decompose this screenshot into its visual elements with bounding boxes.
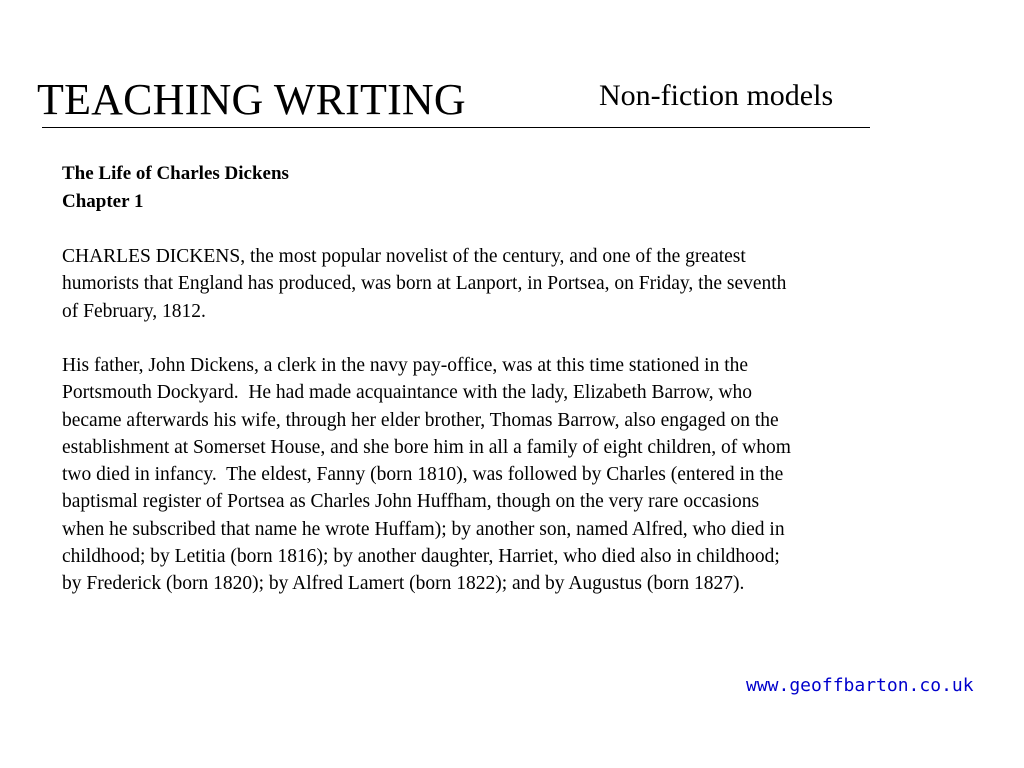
slide-subtitle: Non-fiction models bbox=[599, 79, 834, 112]
paragraph-line: by Frederick (born 1820); by Alfred Lamert (born 1822); and by Augustus (born 1827). bbox=[62, 573, 745, 595]
title-divider bbox=[42, 127, 870, 128]
paragraph-line: when he subscribed that name he wrote Huffam); by another son, named Alfred, who died in bbox=[62, 518, 785, 540]
paragraph-family bbox=[62, 352, 932, 598]
paragraph-line: childhood; by Letitia (born 1816); by another daughter, Harriet, who died also in childhood; bbox=[62, 546, 780, 568]
document-title: The Life of Charles Dickens bbox=[62, 163, 289, 184]
website-link[interactable]: www.geoffbarton.co.uk bbox=[746, 675, 974, 696]
paragraph-line: became afterwards his wife, through her elder brother, Thomas Barrow, also engaged on the bbox=[62, 409, 779, 431]
paragraph-line: His father, John Dickens, a clerk in the navy pay-office, was at this time stationed in the bbox=[62, 355, 749, 376]
chapter-heading: Chapter 1 bbox=[62, 191, 144, 212]
paragraph-line: CHARLES DICKENS, the most popular novelist of the century, and one of the greatest bbox=[62, 246, 746, 267]
paragraph-line: humorists that England has produced, was born at Lanport, in Portsea, on Friday, the seventh bbox=[62, 273, 787, 295]
slide-title: TEACHING WRITING bbox=[37, 75, 466, 124]
paragraph-line: baptismal register of Portsea as Charles John Huffham, though on the very rare occasions bbox=[62, 491, 760, 513]
paragraph-line: establishment at Somerset House, and she bore him in all a family of eight children, of whom bbox=[62, 436, 791, 458]
paragraph-line: Portsmouth Dockyard. He had made acquaintance with the lady, Elizabeth Barrow, who bbox=[62, 382, 753, 404]
paragraph-line: two died in infancy. The eldest, Fanny (born 1810), was followed by Charles (entered in the bbox=[62, 464, 784, 486]
paragraph-intro bbox=[62, 243, 932, 325]
paragraph-line: of February, 1812. bbox=[62, 300, 206, 322]
